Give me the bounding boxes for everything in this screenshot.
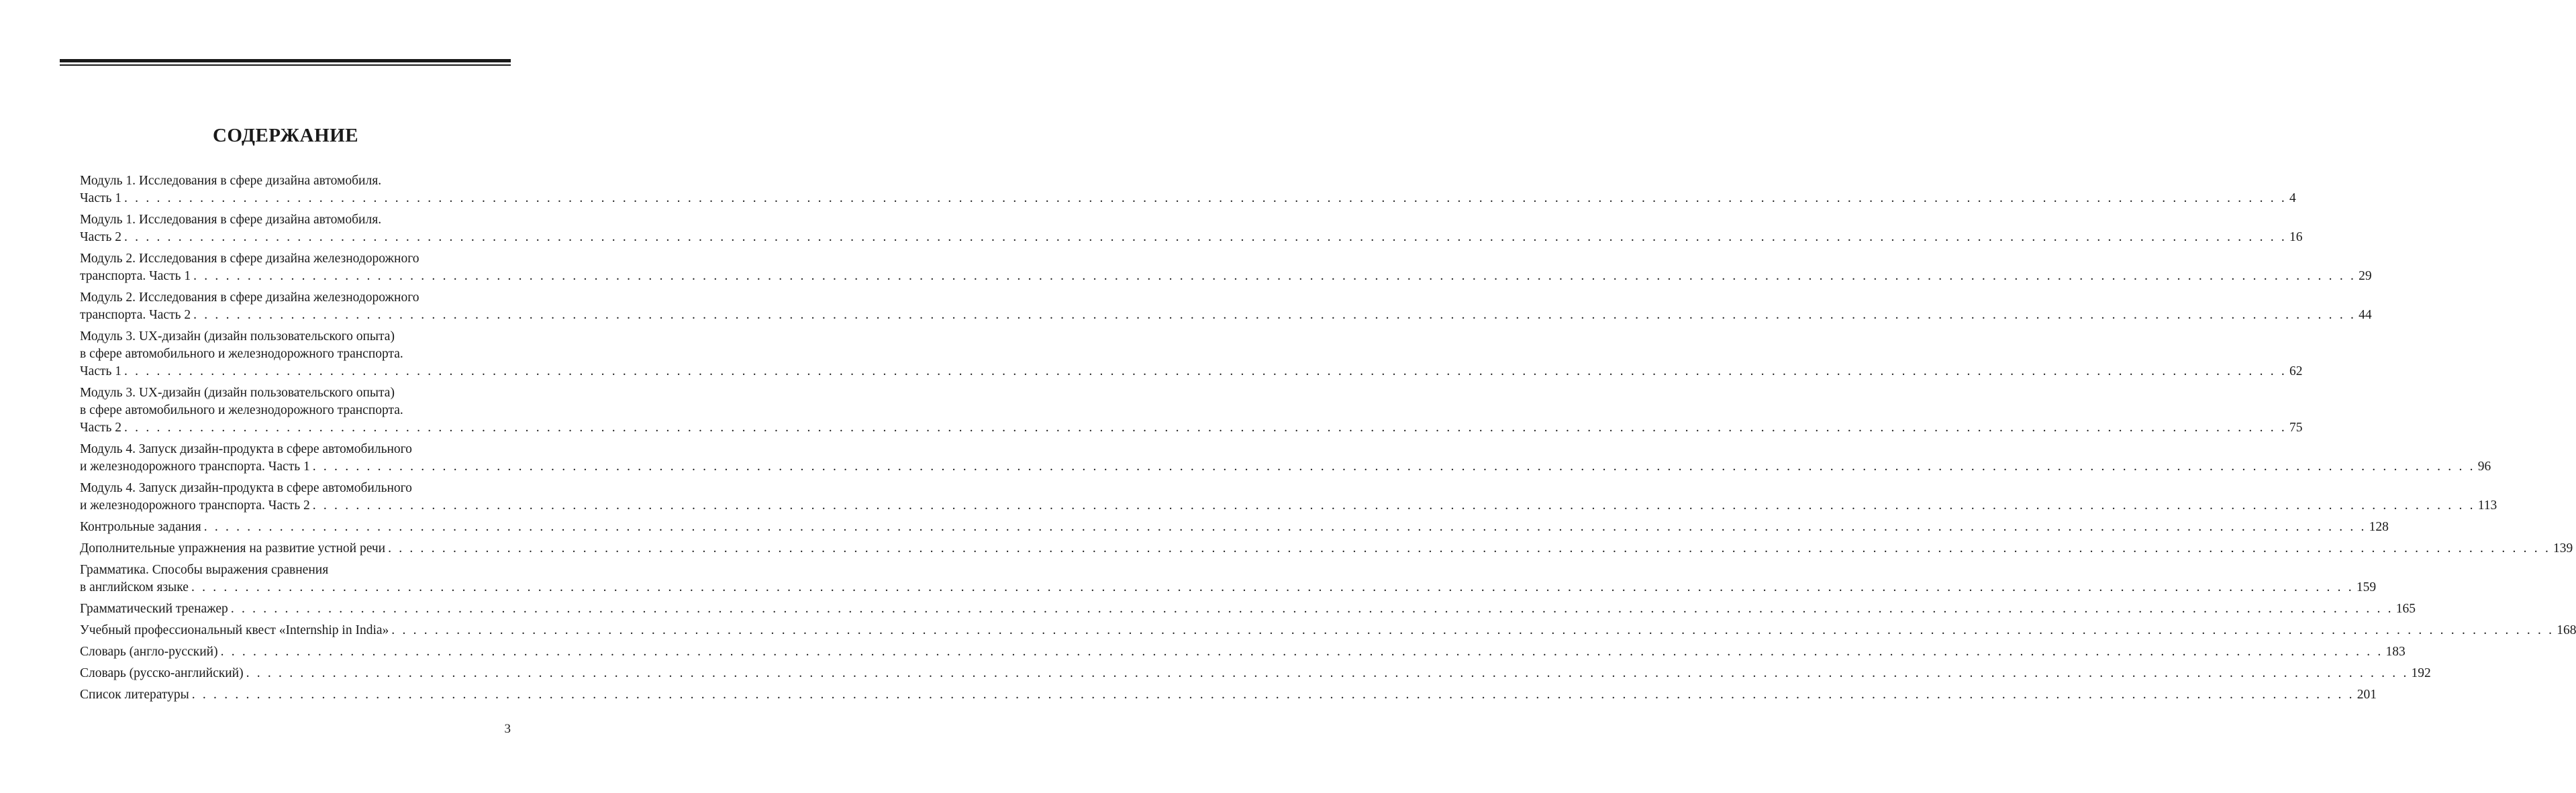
toc-entry-last-line [80, 268, 2372, 285]
toc-entry-text: Дополнительные упражнения на развитие устной речи [80, 541, 386, 556]
page-title: СОДЕРЖАНИЕ [212, 125, 359, 146]
toc-entry-line: Модуль 2. Исследования в сфере дизайна железнодорожного [80, 252, 419, 266]
dot-leader: . . . . . . . . . . . . . . . . . . . . . . . . . . . . . . . . . . . . . . . . . . . . . . . . . . . . . . . . . . . . . . . . . . . . . . . . . . . . . . . . . . . . . . . . . . . . . . . . . . . . . . . . . . . . . . . . . . . . . . . . . . . . . . . . . . . . . . . . . . . . . . . . . . . . . . . . . . . . . . . . . . . . . . . . . . . . . . . . . . . . . . . . . . . . . . . . . . . . . . . . [191, 688, 2355, 702]
toc-entry-line: Модуль 4. Запуск дизайн-продукта в сфере автомобильного [80, 481, 412, 495]
toc-page-number: 96 [2477, 460, 2491, 474]
toc-entry-text: транспорта. Часть 1 [80, 269, 191, 283]
toc-entry-last-line [80, 540, 2573, 558]
toc-entry-line: Модуль 4. Запуск дизайн-продукта в сфере автомобильного [80, 442, 412, 456]
toc-page-number: 192 [2411, 666, 2431, 680]
toc-entry[interactable] [80, 384, 2303, 437]
toc-entry-text: и железнодорожного транспорта. Часть 2 [80, 498, 310, 513]
table-of-contents [80, 172, 2576, 708]
toc-entry-text: Часть 2 [80, 421, 122, 435]
header-rule-thick [60, 59, 511, 62]
dot-leader: . . . . . . . . . . . . . . . . . . . . . . . . . . . . . . . . . . . . . . . . . . . . . . . . . . . . . . . . . . . . . . . . . . . . . . . . . . . . . . . . . . . . . . . . . . . . . . . . . . . . . . . . . . . . . . . . . . . . . . . . . . . . . . . . . . . . . . . . . . . . . . . . . . . . . . . . . . . . . . . . . . . . . . . . . . . . . . . . . . . . . . . . . . . . . . . . . . . . . . . . [191, 580, 2354, 594]
toc-entry-line: Модуль 2. Исследования в сфере дизайна железнодорожного [80, 290, 419, 305]
dot-leader: . . . . . . . . . . . . . . . . . . . . . . . . . . . . . . . . . . . . . . . . . . . . . . . . . . . . . . . . . . . . . . . . . . . . . . . . . . . . . . . . . . . . . . . . . . . . . . . . . . . . . . . . . . . . . . . . . . . . . . . . . . . . . . . . . . . . . . . . . . . . . . . . . . . . . . . . . . . . . . . . . . . . . . . . . . . . . . . . . . . . . . . . . . . . . . . . . . . . . . . . [312, 460, 2475, 474]
toc-page-number: 16 [2289, 230, 2303, 244]
toc-entry[interactable] [80, 519, 2389, 536]
dot-leader: . . . . . . . . . . . . . . . . . . . . . . . . . . . . . . . . . . . . . . . . . . . . . . . . . . . . . . . . . . . . . . . . . . . . . . . . . . . . . . . . . . . . . . . . . . . . . . . . . . . . . . . . . . . . . . . . . . . . . . . . . . . . . . . . . . . . . . . . . . . . . . . . . . . . . . . . . . . . . . . . . . . . . . . . . . . . . . . . . . . . . . . . . . . . . . . . . . . . . . . . [124, 364, 2287, 378]
toc-page-number: 139 [2553, 541, 2573, 556]
toc-entry-line: Грамматика. Способы выражения сравнения [80, 563, 329, 577]
toc-entry-last-line [80, 622, 2576, 639]
toc-entry-line: Модуль 3. UX-дизайн (дизайн пользовательского опыта) [80, 329, 395, 343]
toc-entry[interactable] [80, 250, 2372, 285]
dot-leader: . . . . . . . . . . . . . . . . . . . . . . . . . . . . . . . . . . . . . . . . . . . . . . . . . . . . . . . . . . . . . . . . . . . . . . . . . . . . . . . . . . . . . . . . . . . . . . . . . . . . . . . . . . . . . . . . . . . . . . . . . . . . . . . . . . . . . . . . . . . . . . . . . . . . . . . . . . . . . . . . . . . . . . . . . . . . . . . . . . . . . . . . . . . . . . . . . . . . . . . . [312, 498, 2475, 513]
toc-entry[interactable] [80, 622, 2576, 639]
toc-entry-text: и железнодорожного транспорта. Часть 1 [80, 460, 310, 474]
header-rule-thin [60, 64, 511, 66]
toc-entry[interactable] [80, 600, 2416, 618]
toc-page-number: 75 [2289, 421, 2303, 435]
toc-entry-last-line [80, 579, 2377, 596]
toc-entry-last-line [80, 665, 2431, 682]
toc-entry-last-line [80, 497, 2497, 515]
toc-entry[interactable] [80, 441, 2491, 476]
dot-leader: . . . . . . . . . . . . . . . . . . . . . . . . . . . . . . . . . . . . . . . . . . . . . . . . . . . . . . . . . . . . . . . . . . . . . . . . . . . . . . . . . . . . . . . . . . . . . . . . . . . . . . . . . . . . . . . . . . . . . . . . . . . . . . . . . . . . . . . . . . . . . . . . . . . . . . . . . . . . . . . . . . . . . . . . . . . . . . . . . . . . . . . . . . . . . . . . . . . . . . . . [193, 269, 2357, 283]
dot-leader: . . . . . . . . . . . . . . . . . . . . . . . . . . . . . . . . . . . . . . . . . . . . . . . . . . . . . . . . . . . . . . . . . . . . . . . . . . . . . . . . . . . . . . . . . . . . . . . . . . . . . . . . . . . . . . . . . . . . . . . . . . . . . . . . . . . . . . . . . . . . . . . . . . . . . . . . . . . . . . . . . . . . . . . . . . . . . . . . . . . . . . . . . . . . . . . . . . . . . . . . [124, 191, 2287, 205]
dot-leader: . . . . . . . . . . . . . . . . . . . . . . . . . . . . . . . . . . . . . . . . . . . . . . . . . . . . . . . . . . . . . . . . . . . . . . . . . . . . . . . . . . . . . . . . . . . . . . . . . . . . . . . . . . . . . . . . . . . . . . . . . . . . . . . . . . . . . . . . . . . . . . . . . . . . . . . . . . . . . . . . . . . . . . . . . . . . . . . . . . . . . . . . . . . . . . . . . . . . . . . . [230, 602, 2393, 616]
toc-entry[interactable] [80, 643, 2406, 661]
toc-entry[interactable] [80, 562, 2377, 596]
toc-entry-last-line [80, 458, 2491, 476]
toc-entry-line: в сфере автомобильного и железнодорожного транспорта. [80, 403, 403, 417]
toc-entry-text: Словарь (англо-русский) [80, 645, 218, 659]
toc-entry-text: Часть 1 [80, 191, 122, 205]
toc-entry[interactable] [80, 480, 2497, 515]
toc-entry-last-line [80, 643, 2406, 661]
toc-entry-text: Словарь (русско-английский) [80, 666, 244, 680]
dot-leader: . . . . . . . . . . . . . . . . . . . . . . . . . . . . . . . . . . . . . . . . . . . . . . . . . . . . . . . . . . . . . . . . . . . . . . . . . . . . . . . . . . . . . . . . . . . . . . . . . . . . . . . . . . . . . . . . . . . . . . . . . . . . . . . . . . . . . . . . . . . . . . . . . . . . . . . . . . . . . . . . . . . . . . . . . . . . . . . . . . . . . . . . . . . . . . . . . . . . . . . . [193, 308, 2357, 322]
toc-entry[interactable] [80, 686, 2377, 704]
dot-leader: . . . . . . . . . . . . . . . . . . . . . . . . . . . . . . . . . . . . . . . . . . . . . . . . . . . . . . . . . . . . . . . . . . . . . . . . . . . . . . . . . . . . . . . . . . . . . . . . . . . . . . . . . . . . . . . . . . . . . . . . . . . . . . . . . . . . . . . . . . . . . . . . . . . . . . . . . . . . . . . . . . . . . . . . . . . . . . . . . . . . . . . . . . . . . . . . . . . . . . . . [203, 520, 2367, 534]
dot-leader: . . . . . . . . . . . . . . . . . . . . . . . . . . . . . . . . . . . . . . . . . . . . . . . . . . . . . . . . . . . . . . . . . . . . . . . . . . . . . . . . . . . . . . . . . . . . . . . . . . . . . . . . . . . . . . . . . . . . . . . . . . . . . . . . . . . . . . . . . . . . . . . . . . . . . . . . . . . . . . . . . . . . . . . . . . . . . . . . . . . . . . . . . . . . . . . . . . . . . . . . [124, 421, 2287, 435]
toc-page-number: 165 [2395, 602, 2416, 616]
toc-entry-text: Учебный профессиональный квест «Internship in India» [80, 623, 389, 637]
toc-page-number: 159 [2356, 580, 2377, 594]
dot-leader: . . . . . . . . . . . . . . . . . . . . . . . . . . . . . . . . . . . . . . . . . . . . . . . . . . . . . . . . . . . . . . . . . . . . . . . . . . . . . . . . . . . . . . . . . . . . . . . . . . . . . . . . . . . . . . . . . . . . . . . . . . . . . . . . . . . . . . . . . . . . . . . . . . . . . . . . . . . . . . . . . . . . . . . . . . . . . . . . . . . . . . . . . . . . . . . . . . . . . . . . [124, 230, 2287, 244]
toc-page-number: 128 [2369, 520, 2389, 534]
toc-entry-last-line [80, 419, 2303, 437]
toc-page-number: 183 [2385, 645, 2406, 659]
toc-entry-text: Список литературы [80, 688, 189, 702]
toc-entry[interactable] [80, 328, 2303, 380]
toc-entry-text: Часть 2 [80, 230, 122, 244]
toc-entry-text: Грамматический тренажер [80, 602, 228, 616]
dot-leader: . . . . . . . . . . . . . . . . . . . . . . . . . . . . . . . . . . . . . . . . . . . . . . . . . . . . . . . . . . . . . . . . . . . . . . . . . . . . . . . . . . . . . . . . . . . . . . . . . . . . . . . . . . . . . . . . . . . . . . . . . . . . . . . . . . . . . . . . . . . . . . . . . . . . . . . . . . . . . . . . . . . . . . . . . . . . . . . . . . . . . . . . . . . . . . . . . . . . . . . . [388, 541, 2551, 556]
page-number: 3 [504, 722, 511, 736]
toc-entry-text: в английском языке [80, 580, 189, 594]
toc-entry-last-line [80, 686, 2377, 704]
toc-entry-last-line [80, 600, 2416, 618]
toc-entry[interactable] [80, 211, 2303, 246]
dot-leader: . . . . . . . . . . . . . . . . . . . . . . . . . . . . . . . . . . . . . . . . . . . . . . . . . . . . . . . . . . . . . . . . . . . . . . . . . . . . . . . . . . . . . . . . . . . . . . . . . . . . . . . . . . . . . . . . . . . . . . . . . . . . . . . . . . . . . . . . . . . . . . . . . . . . . . . . . . . . . . . . . . . . . . . . . . . . . . . . . . . . . . . . . . . . . . . . . . . . . . . . [391, 623, 2555, 637]
toc-entry[interactable] [80, 540, 2573, 558]
toc-entry-last-line [80, 229, 2303, 246]
toc-page-number: 44 [2359, 308, 2372, 322]
toc-page-number: 201 [2357, 688, 2377, 702]
dot-leader: . . . . . . . . . . . . . . . . . . . . . . . . . . . . . . . . . . . . . . . . . . . . . . . . . . . . . . . . . . . . . . . . . . . . . . . . . . . . . . . . . . . . . . . . . . . . . . . . . . . . . . . . . . . . . . . . . . . . . . . . . . . . . . . . . . . . . . . . . . . . . . . . . . . . . . . . . . . . . . . . . . . . . . . . . . . . . . . . . . . . . . . . . . . . . . . . . . . . . . . . [220, 645, 2383, 659]
toc-entry-text: транспорта. Часть 2 [80, 308, 191, 322]
toc-entry-text: Контрольные задания [80, 520, 201, 534]
toc-entry[interactable] [80, 172, 2296, 207]
toc-entry-line: в сфере автомобильного и железнодорожного транспорта. [80, 347, 403, 361]
toc-entry[interactable] [80, 289, 2372, 324]
toc-entry-line: Модуль 3. UX-дизайн (дизайн пользовательского опыта) [80, 386, 395, 400]
toc-entry-last-line [80, 307, 2372, 324]
toc-page-number: 113 [2477, 498, 2497, 513]
toc-entry-line: Модуль 1. Исследования в сфере дизайна автомобиля. [80, 174, 382, 188]
toc-entry-line: Модуль 1. Исследования в сфере дизайна автомобиля. [80, 213, 382, 227]
toc-page-number: 62 [2289, 364, 2303, 378]
toc-entry-last-line [80, 190, 2296, 207]
toc-entry[interactable] [80, 665, 2431, 682]
toc-page-number: 168 [2557, 623, 2576, 637]
toc-entry-text: Часть 1 [80, 364, 122, 378]
dot-leader: . . . . . . . . . . . . . . . . . . . . . . . . . . . . . . . . . . . . . . . . . . . . . . . . . . . . . . . . . . . . . . . . . . . . . . . . . . . . . . . . . . . . . . . . . . . . . . . . . . . . . . . . . . . . . . . . . . . . . . . . . . . . . . . . . . . . . . . . . . . . . . . . . . . . . . . . . . . . . . . . . . . . . . . . . . . . . . . . . . . . . . . . . . . . . . . . . . . . . . . . [246, 666, 2409, 680]
toc-page-number: 4 [2289, 191, 2296, 205]
toc-entry-last-line [80, 363, 2303, 380]
toc-page-number: 29 [2359, 269, 2372, 283]
toc-entry-last-line [80, 519, 2389, 536]
